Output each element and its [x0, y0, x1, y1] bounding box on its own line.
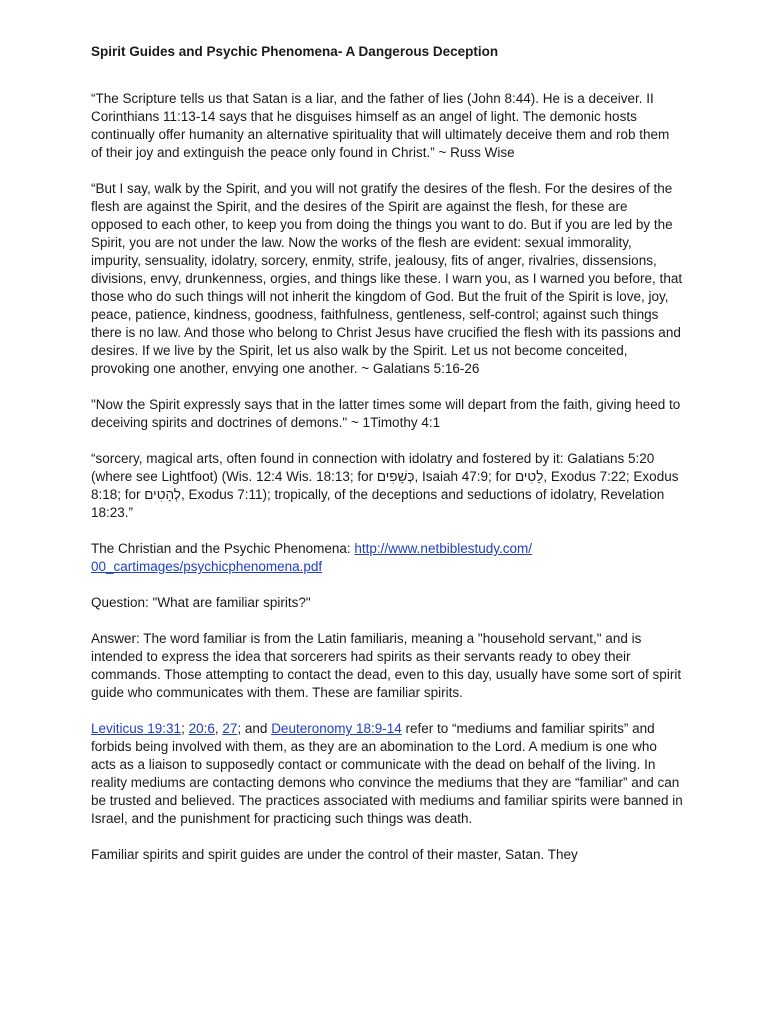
final-paragraph: Familiar spirits and spirit guides are under the control of their master, Satan. They	[91, 847, 578, 862]
separator: ; and	[237, 721, 272, 736]
separator: ;	[181, 721, 189, 736]
document-title: Spirit Guides and Psychic Phenomena- A Dangerous Deception	[91, 44, 499, 59]
link-leviticus-19-31[interactable]: Leviticus 19:31	[91, 721, 182, 736]
reference-prefix: The Christian and the Psychic Phenomena:	[91, 541, 355, 556]
link-20-6[interactable]: 20:6	[188, 721, 215, 736]
answer-paragraph: Answer: The word familiar is from the Latin familiaris, meaning a "household servant," and is intended to express the idea that sorcerers had spirits as their servants ready to obey their commands. Those attempting to contact the dead, even to this day, usually have some sort of spirit guide who communicates with them. These are familiar spirits.	[91, 631, 682, 700]
separator: ,	[214, 721, 223, 736]
quote-russ-wise: “The Scripture tells us that Satan is a liar, and the father of lies (John 8:44). He is a deceiver. II Corinthians 11:13-14 says that he disguises himself as an angel of light. The demonic hosts continually offer humanity an alternative spirituality that will ultimately deceive them and rob them of their joy and extinguish the peace only found in Christ.” ~ Russ Wise	[91, 91, 670, 160]
reference-link-line1: http://www.netbiblestudy.com/	[354, 541, 532, 556]
reference-link-line2: 00_cartimages/psychicphenomena.pdf	[91, 559, 323, 574]
reference-paragraph	[91, 540, 683, 576]
link-deuteronomy-18-9-14[interactable]: Deuteronomy 18:9-14	[271, 721, 402, 736]
question-paragraph: Question: "What are familiar spirits?"	[91, 595, 311, 610]
quote-timothy: "Now the Spirit expressly says that in the latter times some will depart from the faith, giving heed to deceiving spirits and doctrines of demons." ~ 1Timothy 4:1	[91, 397, 681, 430]
sorcery-definition: “sorcery, magical arts, often found in connection with idolatry and fostered by it: Galatians 5:20 (where see Lightfoot) (Wis. 12:4 Wis. 18:13; for כְּשָׁפִים, Isaiah 47:9; for לָטִים, Exodus 7:22; Exodus 8:18; for לְהָטִים, Exodus 7:11); tropically, of the deceptions and seductions of idolatry, Revelation 18:23.”	[91, 451, 679, 520]
link-27[interactable]: 27	[222, 721, 238, 736]
scripture-references-paragraph	[91, 720, 683, 828]
quote-galatians: “But I say, walk by the Spirit, and you will not gratify the desires of the flesh. For the desires of the flesh are against the Spirit, and the desires of the Spirit are against the flesh, for these are opposed to each other, to keep you from doing the things you want to do. But if you are led by the Spirit, you are not under the law. Now the works of the flesh are evident: sexual immorality, impurity, sensuality, idolatry, sorcery, enmity, strife, jealousy, fits of anger, rivalries, dissensions, divisions, envy, drunkenness, orgies, and things like these. I warn you, as I warned you before, that those who do such things will not inherit the kingdom of God. But the fruit of the Spirit is love, joy, peace, patience, kindness, goodness, faithfulness, gentleness, self-control; against such things there is no law. And those who belong to Christ Jesus have crucified the flesh with its passions and desires. If we live by the Spirit, let us also walk by the Spirit. Let us not become conceited, provoking one another, envying one another. ~ Galatians 5:16-26	[91, 181, 683, 376]
document-body	[91, 43, 683, 882]
scripture-references-text: refer to “mediums and familiar spirits” and forbids being involved with them, as they are an abomination to the Lord. A medium is one who acts as a liaison to supposedly contact or communicate with the dead on behalf of the living. In reality mediums are contacting demons who convince the mediums that they are “familiar” and can be trusted and believed. The practices associated with mediums and familiar spirits were banned in Israel, and the punishment for practicing such things was death.	[91, 721, 683, 826]
